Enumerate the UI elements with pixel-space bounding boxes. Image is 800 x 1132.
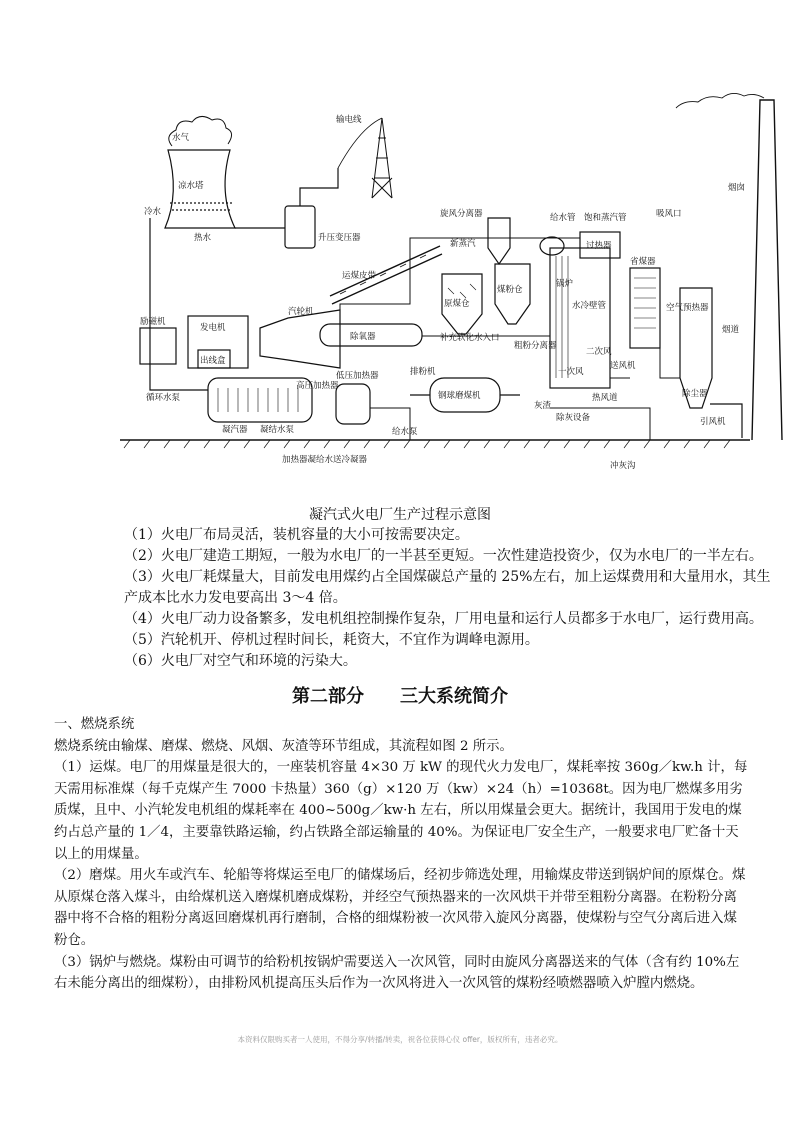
label-hot-air-duct: 热风道 — [592, 393, 618, 403]
section-body — [54, 714, 750, 995]
label-ball-mill: 钢球磨煤机 — [438, 391, 481, 401]
part-title: 三大系统简介 — [400, 686, 508, 707]
label-coal-powder-bin: 煤粉仓 — [497, 285, 523, 295]
label-water-wall: 水冷壁管 — [572, 301, 607, 311]
label-forced-fan: 送风机 — [610, 361, 636, 371]
footer-notice: 本资料仅限购买者一人使用，不得分享/转播/转卖，祝各位获得心仪 offer，版权所有，违者必究。 — [237, 1035, 563, 1044]
part-number: 第二部分 — [292, 686, 364, 707]
power-plant-diagram — [110, 78, 790, 498]
exciter-box — [140, 328, 176, 364]
part-heading — [0, 682, 800, 708]
list-item: （1）火电厂布局灵活，装机容量的大小可按需要决定。 — [124, 527, 469, 543]
label-belt-conveyor: 运煤皮带 — [342, 271, 377, 281]
list-item: （2）火电厂建造工期短，一般为水电厂的一半甚至更短。一次性建造投资少，仅为水电厂的一半左右。 — [124, 548, 763, 564]
label-outlet-box: 出线盒 — [200, 356, 226, 366]
label-saturated-steam-pipe: 饱和蒸汽管 — [584, 213, 627, 223]
feed-water-pipe — [370, 336, 550, 440]
label-makeup-water: 补充软化水入口 — [440, 333, 500, 343]
chimney-smoke — [676, 93, 764, 108]
label-flue: 烟道 — [722, 325, 740, 335]
label-hot-water: 热水 — [194, 233, 212, 243]
figure-caption: 凝汽式火电厂生产过程示意图 — [309, 507, 491, 523]
list-item: （6）火电厂对空气和环境的污染大。 — [124, 653, 357, 669]
label-superheater: 过热器 — [586, 241, 612, 251]
paragraph-coal-transport: （1）运煤。电厂的用煤量是很大的，一座装机容量 4×30 万 kW 的现代火力发电厂，煤耗率按 360g／kw.h 计，每天需用标准煤（每千克煤产生 7000 卡热量）360（g）×120 万（kw）×24（h）=10368t。因为电厂燃煤多用劣质煤，且中、小汽轮发电机组的煤耗率在 400~500g／kw·h 左右，所以用煤量会更大。据统计，我国用于发电的煤约占总产量的 1／4，主要靠铁路运输，约占铁路全部运输量的 40%。为保证电厂安全生产，一般要求电厂贮备十天以上的用煤量。 — [54, 760, 748, 862]
label-primary-air: 一次风 — [558, 367, 584, 377]
paragraph-coal-grinding: （2）磨煤。用火车或汽车、轮船等将煤运至电厂的储煤场后，经初步筛选处理，用输煤皮带送到锅炉间的原煤仓。煤从原煤仓落入煤斗，由给煤机送入磨煤机磨成煤粉，并经空气预热器来的一次风烘干并带至粗粉分离器。在粉粉分离器中将不合格的粗粉分离返回磨煤机再行磨制，合格的细煤粉被一次风带入旋风分离器，使煤粉与空气分离后进入煤粉仓。 — [54, 868, 746, 948]
label-furnace: 锅炉 — [556, 279, 574, 289]
feature-list — [124, 525, 784, 672]
list-item: （4）火电厂动力设备繁多，发电机组控制操作复杂，厂用电量和运行人员都多于水电厂，运行费用高。 — [124, 611, 763, 627]
transformer — [285, 206, 315, 248]
label-cold-water: 冷水 — [144, 207, 162, 217]
label-economizer: 省煤器 — [630, 257, 656, 267]
label-feed-water-pipe: 给水管 — [550, 213, 576, 223]
label-induced-fan: 引风机 — [700, 417, 726, 427]
label-cyclone: 旋风分离器 — [440, 209, 483, 219]
section-title: 一、燃烧系统 — [54, 717, 135, 732]
lp-heater — [336, 384, 370, 424]
label-hp-heater: 高压加热器 — [296, 381, 339, 391]
label-heater-note: 加热器凝给水送冷凝器 — [282, 455, 368, 465]
label-air-inlet: 吸风口 — [656, 209, 682, 219]
label-step-up-transformer: 升压变压器 — [318, 233, 361, 243]
label-ash-flush: 冲灰沟 — [610, 461, 636, 471]
label-lp-heater: 低压加热器 — [336, 371, 379, 381]
label-generator: 发电机 — [200, 323, 226, 333]
label-condenser: 凝汽器 — [222, 425, 248, 435]
label-chimney: 烟囱 — [728, 183, 746, 193]
section-intro: 燃烧系统由输煤、磨煤、燃烧、风烟、灰渣等环节组成，其流程如图 2 所示。 — [54, 738, 513, 754]
label-exhaust-fan: 排粉机 — [410, 367, 436, 377]
label-turbine: 汽轮机 — [288, 307, 314, 317]
chimney — [752, 100, 782, 440]
label-dust-collector: 除尘器 — [682, 389, 708, 399]
label-condensate-pump: 凝结水泵 — [260, 425, 295, 435]
label-transmission-line: 输电线 — [336, 115, 362, 125]
label-deaerator: 除氧器 — [350, 332, 376, 342]
label-secondary-air: 二次风 — [586, 347, 612, 357]
label-exciter: 励磁机 — [140, 317, 166, 327]
transmission-tower — [372, 118, 392, 198]
paragraph-boiler-combustion: （3）锅炉与燃烧。煤粉由可调节的给粉机按锅炉需要送入一次风管，同时由旋风分离器送来的气体（含有约 10%左右未能分离出的细煤粉），由排粉风机提高压头后作为一次风将进入一次风管的煤粉经喷燃器喷入炉膛内燃烧。 — [54, 954, 740, 992]
label-feed-pump: 给水泵 — [392, 427, 418, 437]
cyclone-separator — [488, 218, 510, 264]
label-coarse-separator: 粗粉分离器 — [514, 341, 557, 351]
drum — [540, 237, 564, 255]
label-raw-coal-bunker: 原煤仓 — [444, 299, 470, 309]
list-item: （5）汽轮机开、停机过程时间长，耗资大，不宜作为调峰电源用。 — [124, 632, 539, 648]
list-item: （3）火电厂耗煤量大，目前发电用煤约占全国煤碳总产量的 25%左右，加上运煤费用和大量用水，其生产成本比水力发电要高出 3～4 倍。 — [124, 569, 771, 606]
label-air-preheater: 空气预热器 — [666, 303, 709, 313]
label-ash-slag: 灰渣 — [534, 401, 552, 411]
label-ash-removal: 除灰设备 — [556, 413, 591, 423]
turbine-body — [260, 310, 340, 368]
label-new-steam: 新蒸汽 — [450, 239, 476, 249]
label-cooling-tower: 凉水塔 — [178, 181, 204, 191]
label-water-vapor: 水气 — [172, 133, 190, 143]
label-circulating-pump: 循环水泵 — [146, 393, 181, 403]
